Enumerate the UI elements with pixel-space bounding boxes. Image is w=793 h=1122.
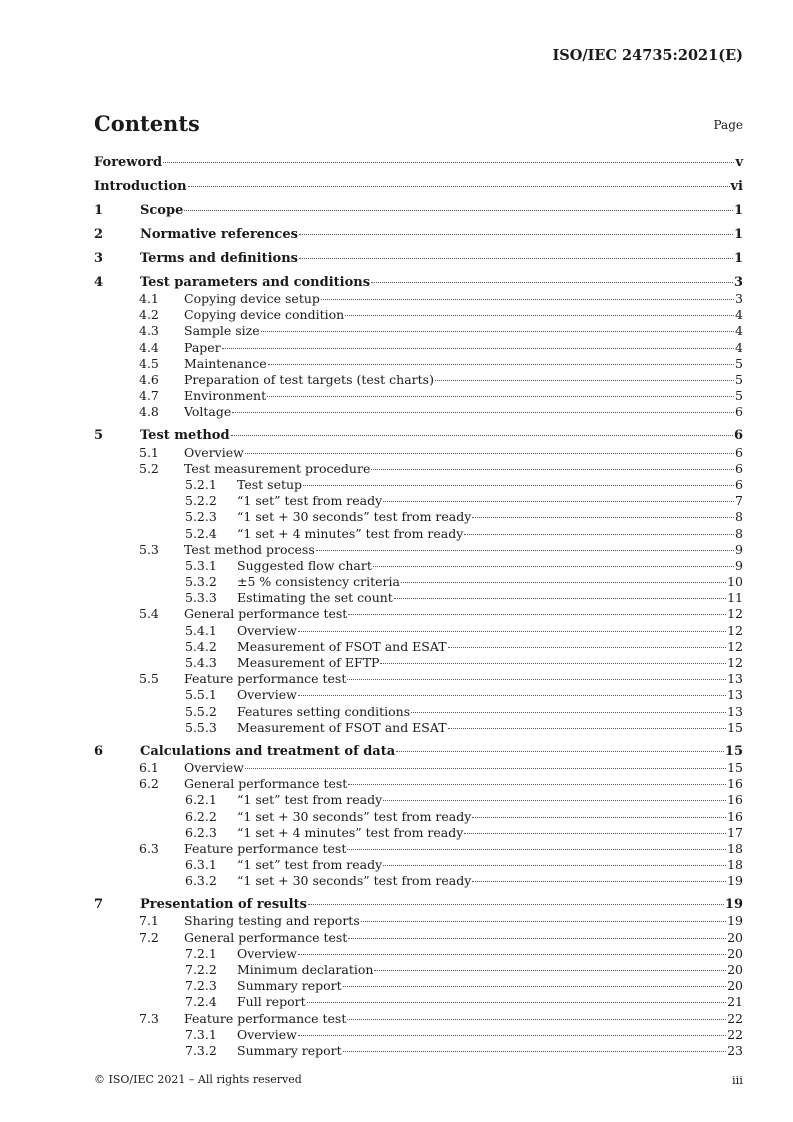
page-column-label: Page <box>713 118 743 132</box>
toc-dot-leader <box>347 1019 726 1020</box>
toc-entry[interactable] <box>94 428 743 444</box>
toc-entry-label: “1 set” test from ready <box>237 857 383 873</box>
toc-entry[interactable] <box>94 623 743 639</box>
toc-entry-number: 1 <box>94 202 104 218</box>
toc-entry[interactable] <box>94 809 743 825</box>
toc-entry-label: Measurement of FSOT and ESAT <box>237 638 447 654</box>
toc-entry-number: 4 <box>94 274 104 290</box>
toc-dot-leader <box>308 904 724 905</box>
toc-entry-number: 4.4 <box>139 339 159 355</box>
toc-entry-label: Estimating the set count <box>237 590 393 606</box>
toc-entry-page: 3 <box>733 274 743 290</box>
toc-entry-label: General performance test <box>184 929 348 945</box>
toc-entry-page: 4 <box>735 339 743 355</box>
toc-entry-number: 6.2.2 <box>185 808 217 824</box>
toc-entry-page: 7 <box>735 493 743 509</box>
toc-entry-page: 4 <box>735 307 743 323</box>
toc-entry-page: 11 <box>727 590 743 606</box>
toc-dot-leader <box>464 833 726 834</box>
toc-dot-leader <box>343 986 726 987</box>
toc-entry-label: “1 set + 4 minutes” test from ready <box>237 824 464 840</box>
toc-entry-label: Feature performance test <box>184 1010 347 1026</box>
toc-entry-number: 7 <box>94 897 104 913</box>
toc-entry-label: Test setup <box>237 476 303 492</box>
toc-dot-leader <box>245 453 734 454</box>
page-number: iii <box>731 1073 743 1087</box>
toc-entry-label: Normative references <box>140 226 298 242</box>
toc-entry-label: ±5 % consistency criteria <box>237 574 400 590</box>
toc-entry-page: 3 <box>735 291 743 307</box>
toc-entry-label: General performance test <box>184 606 348 622</box>
toc-entry[interactable] <box>94 388 743 404</box>
table-of-contents <box>94 155 743 1059</box>
toc-dot-leader <box>472 517 734 518</box>
toc-entry-number: 6.1 <box>139 759 159 775</box>
toc-entry-number: 7.2.3 <box>185 978 217 994</box>
toc-entry-label: “1 set + 30 seconds” test from ready <box>237 873 472 889</box>
toc-entry[interactable] <box>94 913 743 929</box>
toc-entry-number: 5.4 <box>139 606 159 622</box>
toc-entry[interactable] <box>94 825 743 841</box>
toc-entry-page: 12 <box>727 655 743 671</box>
toc-entry-page: 20 <box>727 978 743 994</box>
toc-entry-number: 4.6 <box>139 372 159 388</box>
toc-entry-page: 16 <box>727 776 743 792</box>
toc-entry[interactable] <box>94 275 743 291</box>
toc-entry-page: 1 <box>733 226 743 242</box>
toc-entry-page: 19 <box>727 873 743 889</box>
toc-entry-page: 4 <box>735 323 743 339</box>
toc-entry-number: 5.3.3 <box>185 590 217 606</box>
toc-entry-label: Summary report <box>237 978 342 994</box>
toc-entry-page: 15 <box>727 759 743 775</box>
toc-entry-number: 6.3.1 <box>185 857 217 873</box>
toc-dot-leader <box>345 315 734 316</box>
toc-entry-page: 1 <box>733 250 743 266</box>
toc-entry-label: “1 set + 30 seconds” test from ready <box>237 808 472 824</box>
toc-entry-number: 6.2.1 <box>185 792 217 808</box>
toc-entry-label: Foreword <box>94 155 163 170</box>
toc-dot-leader <box>298 631 726 632</box>
toc-dot-leader <box>396 751 724 752</box>
toc-dot-leader <box>472 881 726 882</box>
toc-entry-number: 4.7 <box>139 388 159 404</box>
toc-dot-leader <box>448 647 727 648</box>
toc-dot-leader <box>343 1051 726 1052</box>
toc-entry-page: 20 <box>727 929 743 945</box>
toc-dot-leader <box>371 469 734 470</box>
toc-entry-label: Test method process <box>184 541 315 557</box>
toc-dot-leader <box>383 865 726 866</box>
toc-dot-leader <box>472 817 726 818</box>
toc-entry[interactable] <box>94 526 743 542</box>
toc-entry-page: 18 <box>727 840 743 856</box>
document-id: ISO/IEC 24735:2021(E) <box>552 47 743 64</box>
toc-entry-number: 4.5 <box>139 355 159 371</box>
toc-entry-label: Scope <box>140 202 184 218</box>
toc-entry-label: Introduction <box>94 178 187 194</box>
toc-entry-label: Overview <box>184 444 244 460</box>
toc-entry-label: Overview <box>237 622 297 638</box>
toc-entry[interactable] <box>94 1043 743 1059</box>
toc-entry-number: 5.2.1 <box>185 476 217 492</box>
toc-entry-page: 22 <box>727 1026 743 1042</box>
toc-entry[interactable] <box>94 1011 743 1027</box>
toc-dot-leader <box>448 728 727 729</box>
toc-dot-leader <box>188 186 730 187</box>
toc-entry-page: 16 <box>727 792 743 808</box>
toc-entry-page: 9 <box>735 557 743 573</box>
toc-dot-leader <box>348 938 726 939</box>
toc-entry[interactable] <box>94 493 743 509</box>
toc-entry[interactable] <box>94 704 743 720</box>
toc-entry-label: Sample size <box>184 323 260 339</box>
toc-entry-page: 12 <box>727 622 743 638</box>
toc-entry-label: Overview <box>237 1026 297 1042</box>
toc-entry-page: 6 <box>735 460 743 476</box>
toc-dot-leader <box>383 800 726 801</box>
toc-entry-page: 13 <box>727 671 743 687</box>
toc-entry-label: Measurement of EFTP <box>237 655 380 671</box>
toc-entry-label: “1 set + 4 minutes” test from ready <box>237 525 464 541</box>
toc-entry-number: 5.2.3 <box>185 509 217 525</box>
toc-entry[interactable] <box>94 930 743 946</box>
toc-dot-leader <box>464 534 734 535</box>
toc-entry-page: 22 <box>727 1010 743 1026</box>
toc-entry-page: vi <box>730 178 743 194</box>
toc-entry[interactable] <box>94 671 743 687</box>
toc-entry[interactable] <box>94 574 743 590</box>
toc-entry[interactable] <box>94 323 743 339</box>
toc-entry[interactable] <box>94 155 743 171</box>
toc-entry-number: 7.3.1 <box>185 1026 217 1042</box>
toc-entry-label: “1 set + 30 seconds” test from ready <box>237 509 472 525</box>
toc-entry-page: 12 <box>727 638 743 654</box>
toc-entry-number: 7.1 <box>139 913 159 929</box>
toc-entry-label: Suggested flow chart <box>237 557 372 573</box>
toc-entry[interactable] <box>94 857 743 873</box>
toc-entry[interactable] <box>94 897 743 913</box>
toc-dot-leader <box>383 501 734 502</box>
toc-entry-label: Measurement of FSOT and ESAT <box>237 719 447 735</box>
toc-entry-page: 6 <box>735 404 743 420</box>
toc-entry-page: 18 <box>727 857 743 873</box>
toc-entry-number: 7.2.1 <box>185 945 217 961</box>
toc-dot-leader <box>303 485 734 486</box>
toc-entry-number: 5.3.2 <box>185 574 217 590</box>
toc-dot-leader <box>394 598 726 599</box>
toc-dot-leader <box>347 849 726 850</box>
toc-dot-leader <box>374 970 726 971</box>
toc-entry-page: 8 <box>735 525 743 541</box>
toc-entry-page: 6 <box>735 444 743 460</box>
toc-entry-page: 19 <box>724 897 743 913</box>
toc-entry-label: Overview <box>184 759 244 775</box>
toc-entry-page: 15 <box>727 719 743 735</box>
toc-entry-label: Copying device setup <box>184 291 320 307</box>
toc-entry-page: 6 <box>735 476 743 492</box>
toc-dot-leader <box>380 663 726 664</box>
toc-entry[interactable] <box>94 509 743 525</box>
toc-entry-page: 10 <box>727 574 743 590</box>
toc-entry-label: “1 set” test from ready <box>237 493 383 509</box>
toc-entry-number: 5.5.2 <box>185 703 217 719</box>
toc-entry-label: Feature performance test <box>184 840 347 856</box>
toc-entry[interactable] <box>94 404 743 420</box>
toc-entry-label: Environment <box>184 388 267 404</box>
toc-entry-label: Calculations and treatment of data <box>140 743 396 759</box>
toc-entry-number: 6.2 <box>139 776 159 792</box>
toc-entry-label: Copying device condition <box>184 307 345 323</box>
page-title: Contents <box>94 111 200 136</box>
toc-dot-leader <box>373 566 734 567</box>
toc-entry-label: General performance test <box>184 776 348 792</box>
toc-entry-number: 7.3.2 <box>185 1042 217 1058</box>
toc-entry-page: 20 <box>727 962 743 977</box>
toc-entry[interactable] <box>94 291 743 307</box>
toc-dot-leader <box>163 162 734 163</box>
toc-entry-number: 4.2 <box>139 307 159 323</box>
toc-entry[interactable] <box>94 590 743 606</box>
toc-entry[interactable] <box>94 356 743 372</box>
toc-dot-leader <box>348 614 726 615</box>
toc-dot-leader <box>299 234 733 235</box>
toc-entry-label: Preparation of test targets (test charts) <box>184 372 434 388</box>
toc-dot-leader <box>222 348 734 349</box>
toc-entry-label: “1 set” test from ready <box>237 792 383 808</box>
toc-entry-page: 13 <box>727 703 743 719</box>
toc-entry-label: Presentation of results <box>140 897 307 913</box>
toc-entry[interactable] <box>94 994 743 1010</box>
toc-entry-number: 5.4.2 <box>185 638 217 654</box>
toc-entry-page: 15 <box>724 743 743 759</box>
toc-entry-page: 20 <box>727 945 743 961</box>
toc-entry-label: Full report <box>237 994 306 1010</box>
toc-entry[interactable] <box>94 203 743 219</box>
toc-entry-label: Voltage <box>184 404 232 420</box>
toc-dot-leader <box>298 695 726 696</box>
toc-entry-page: 5 <box>735 355 743 371</box>
toc-entry[interactable] <box>94 744 743 760</box>
toc-entry-number: 2 <box>94 226 104 242</box>
toc-entry-number: 5.2.4 <box>185 525 217 541</box>
toc-entry-page: 16 <box>727 808 743 824</box>
toc-entry-number: 5.5 <box>139 671 159 687</box>
toc-entry[interactable] <box>94 445 743 461</box>
toc-entry[interactable] <box>94 307 743 323</box>
toc-entry[interactable] <box>94 639 743 655</box>
toc-dot-leader <box>245 768 726 769</box>
toc-entry-label: Paper <box>184 339 221 355</box>
toc-entry-label: Feature performance test <box>184 671 347 687</box>
toc-entry-page: 19 <box>727 913 743 929</box>
toc-entry-number: 4.3 <box>139 323 159 339</box>
toc-dot-leader <box>267 396 734 397</box>
toc-entry-number: 4.8 <box>139 404 159 420</box>
toc-dot-leader <box>299 258 733 259</box>
toc-entry-page: 5 <box>735 388 743 404</box>
toc-dot-leader <box>347 679 726 680</box>
toc-entry-page: 8 <box>735 509 743 525</box>
toc-entry-number: 5.2 <box>139 460 159 476</box>
toc-entry[interactable] <box>94 962 743 978</box>
toc-entry-label: Minimum declaration <box>237 962 374 977</box>
toc-entry-label: Terms and definitions <box>140 250 298 266</box>
toc-entry[interactable] <box>94 558 743 574</box>
toc-entry-number: 3 <box>94 250 104 266</box>
toc-entry[interactable] <box>94 841 743 857</box>
toc-entry-label: Maintenance <box>184 355 267 371</box>
toc-entry-number: 6.2.3 <box>185 824 217 840</box>
toc-entry-number: 6 <box>94 743 104 759</box>
toc-entry-page: 12 <box>727 606 743 622</box>
toc-entry-number: 5 <box>94 428 104 444</box>
toc-entry-number: 5.4.3 <box>185 655 217 671</box>
toc-entry-number: 7.2.4 <box>185 994 217 1010</box>
toc-dot-leader <box>307 1002 727 1003</box>
toc-entry-number: 5.3 <box>139 541 159 557</box>
toc-entry-number: 6.3 <box>139 840 159 856</box>
toc-dot-leader <box>316 550 734 551</box>
toc-entry-page: 21 <box>727 994 743 1010</box>
toc-entry[interactable] <box>94 340 743 356</box>
toc-entry[interactable] <box>94 179 743 195</box>
toc-dot-leader <box>411 712 726 713</box>
toc-entry[interactable] <box>94 461 743 477</box>
toc-dot-leader <box>268 364 734 365</box>
toc-entry-page: 17 <box>727 824 743 840</box>
toc-dot-leader <box>298 1035 726 1036</box>
toc-entry-number: 7.2 <box>139 929 159 945</box>
toc-entry[interactable] <box>94 792 743 808</box>
toc-entry-page: 5 <box>735 372 743 388</box>
toc-entry-number: 6.3.2 <box>185 873 217 889</box>
toc-entry-label: Test measurement procedure <box>184 460 371 476</box>
toc-entry[interactable] <box>94 477 743 493</box>
toc-entry-label: Test method <box>140 428 230 444</box>
toc-dot-leader <box>371 282 733 283</box>
toc-dot-leader <box>321 299 734 300</box>
toc-entry[interactable] <box>94 760 743 776</box>
toc-entry-label: Overview <box>237 945 297 961</box>
toc-dot-leader <box>348 784 726 785</box>
toc-dot-leader <box>298 954 726 955</box>
toc-entry-number: 5.5.3 <box>185 719 217 735</box>
toc-entry-page: 13 <box>727 687 743 703</box>
toc-entry-number: 5.1 <box>139 444 159 460</box>
toc-entry-number: 7.2.2 <box>185 962 217 977</box>
toc-dot-leader <box>401 582 726 583</box>
toc-entry-number: 7.3 <box>139 1010 159 1026</box>
toc-entry-label: Test parameters and conditions <box>140 274 371 290</box>
toc-entry-number: 5.3.1 <box>185 557 217 573</box>
toc-entry[interactable] <box>94 687 743 703</box>
toc-entry[interactable] <box>94 776 743 792</box>
toc-entry[interactable] <box>94 1027 743 1043</box>
toc-entry[interactable] <box>94 978 743 994</box>
toc-entry-number: 5.2.2 <box>185 493 217 509</box>
toc-entry-label: Sharing testing and reports <box>184 913 360 929</box>
toc-entry-label: Features setting conditions <box>237 703 411 719</box>
toc-entry-page: v <box>735 155 743 170</box>
toc-entry-number: 5.5.1 <box>185 687 217 703</box>
toc-entry[interactable] <box>94 227 743 243</box>
toc-entry-page: 6 <box>733 428 743 444</box>
toc-entry-label: Summary report <box>237 1042 342 1058</box>
toc-entry-number: 5.4.1 <box>185 622 217 638</box>
toc-entry-page: 23 <box>727 1042 743 1058</box>
toc-dot-leader <box>184 210 733 211</box>
toc-entry[interactable] <box>94 542 743 558</box>
copyright-notice: © ISO/IEC 2021 – All rights reserved <box>94 1073 302 1086</box>
toc-entry-page: 9 <box>735 541 743 557</box>
toc-dot-leader <box>361 921 726 922</box>
toc-entry[interactable] <box>94 720 743 736</box>
toc-entry-number: 4.1 <box>139 291 159 307</box>
toc-entry[interactable] <box>94 606 743 622</box>
toc-entry[interactable] <box>94 372 743 388</box>
toc-entry[interactable] <box>94 946 743 962</box>
toc-dot-leader <box>435 380 734 381</box>
toc-entry-page: 1 <box>733 202 743 218</box>
toc-entry[interactable] <box>94 655 743 671</box>
toc-entry[interactable] <box>94 251 743 267</box>
toc-entry-label: Overview <box>237 687 297 703</box>
toc-dot-leader <box>261 331 734 332</box>
toc-dot-leader <box>232 412 734 413</box>
toc-entry[interactable] <box>94 873 743 889</box>
toc-dot-leader <box>231 435 733 436</box>
